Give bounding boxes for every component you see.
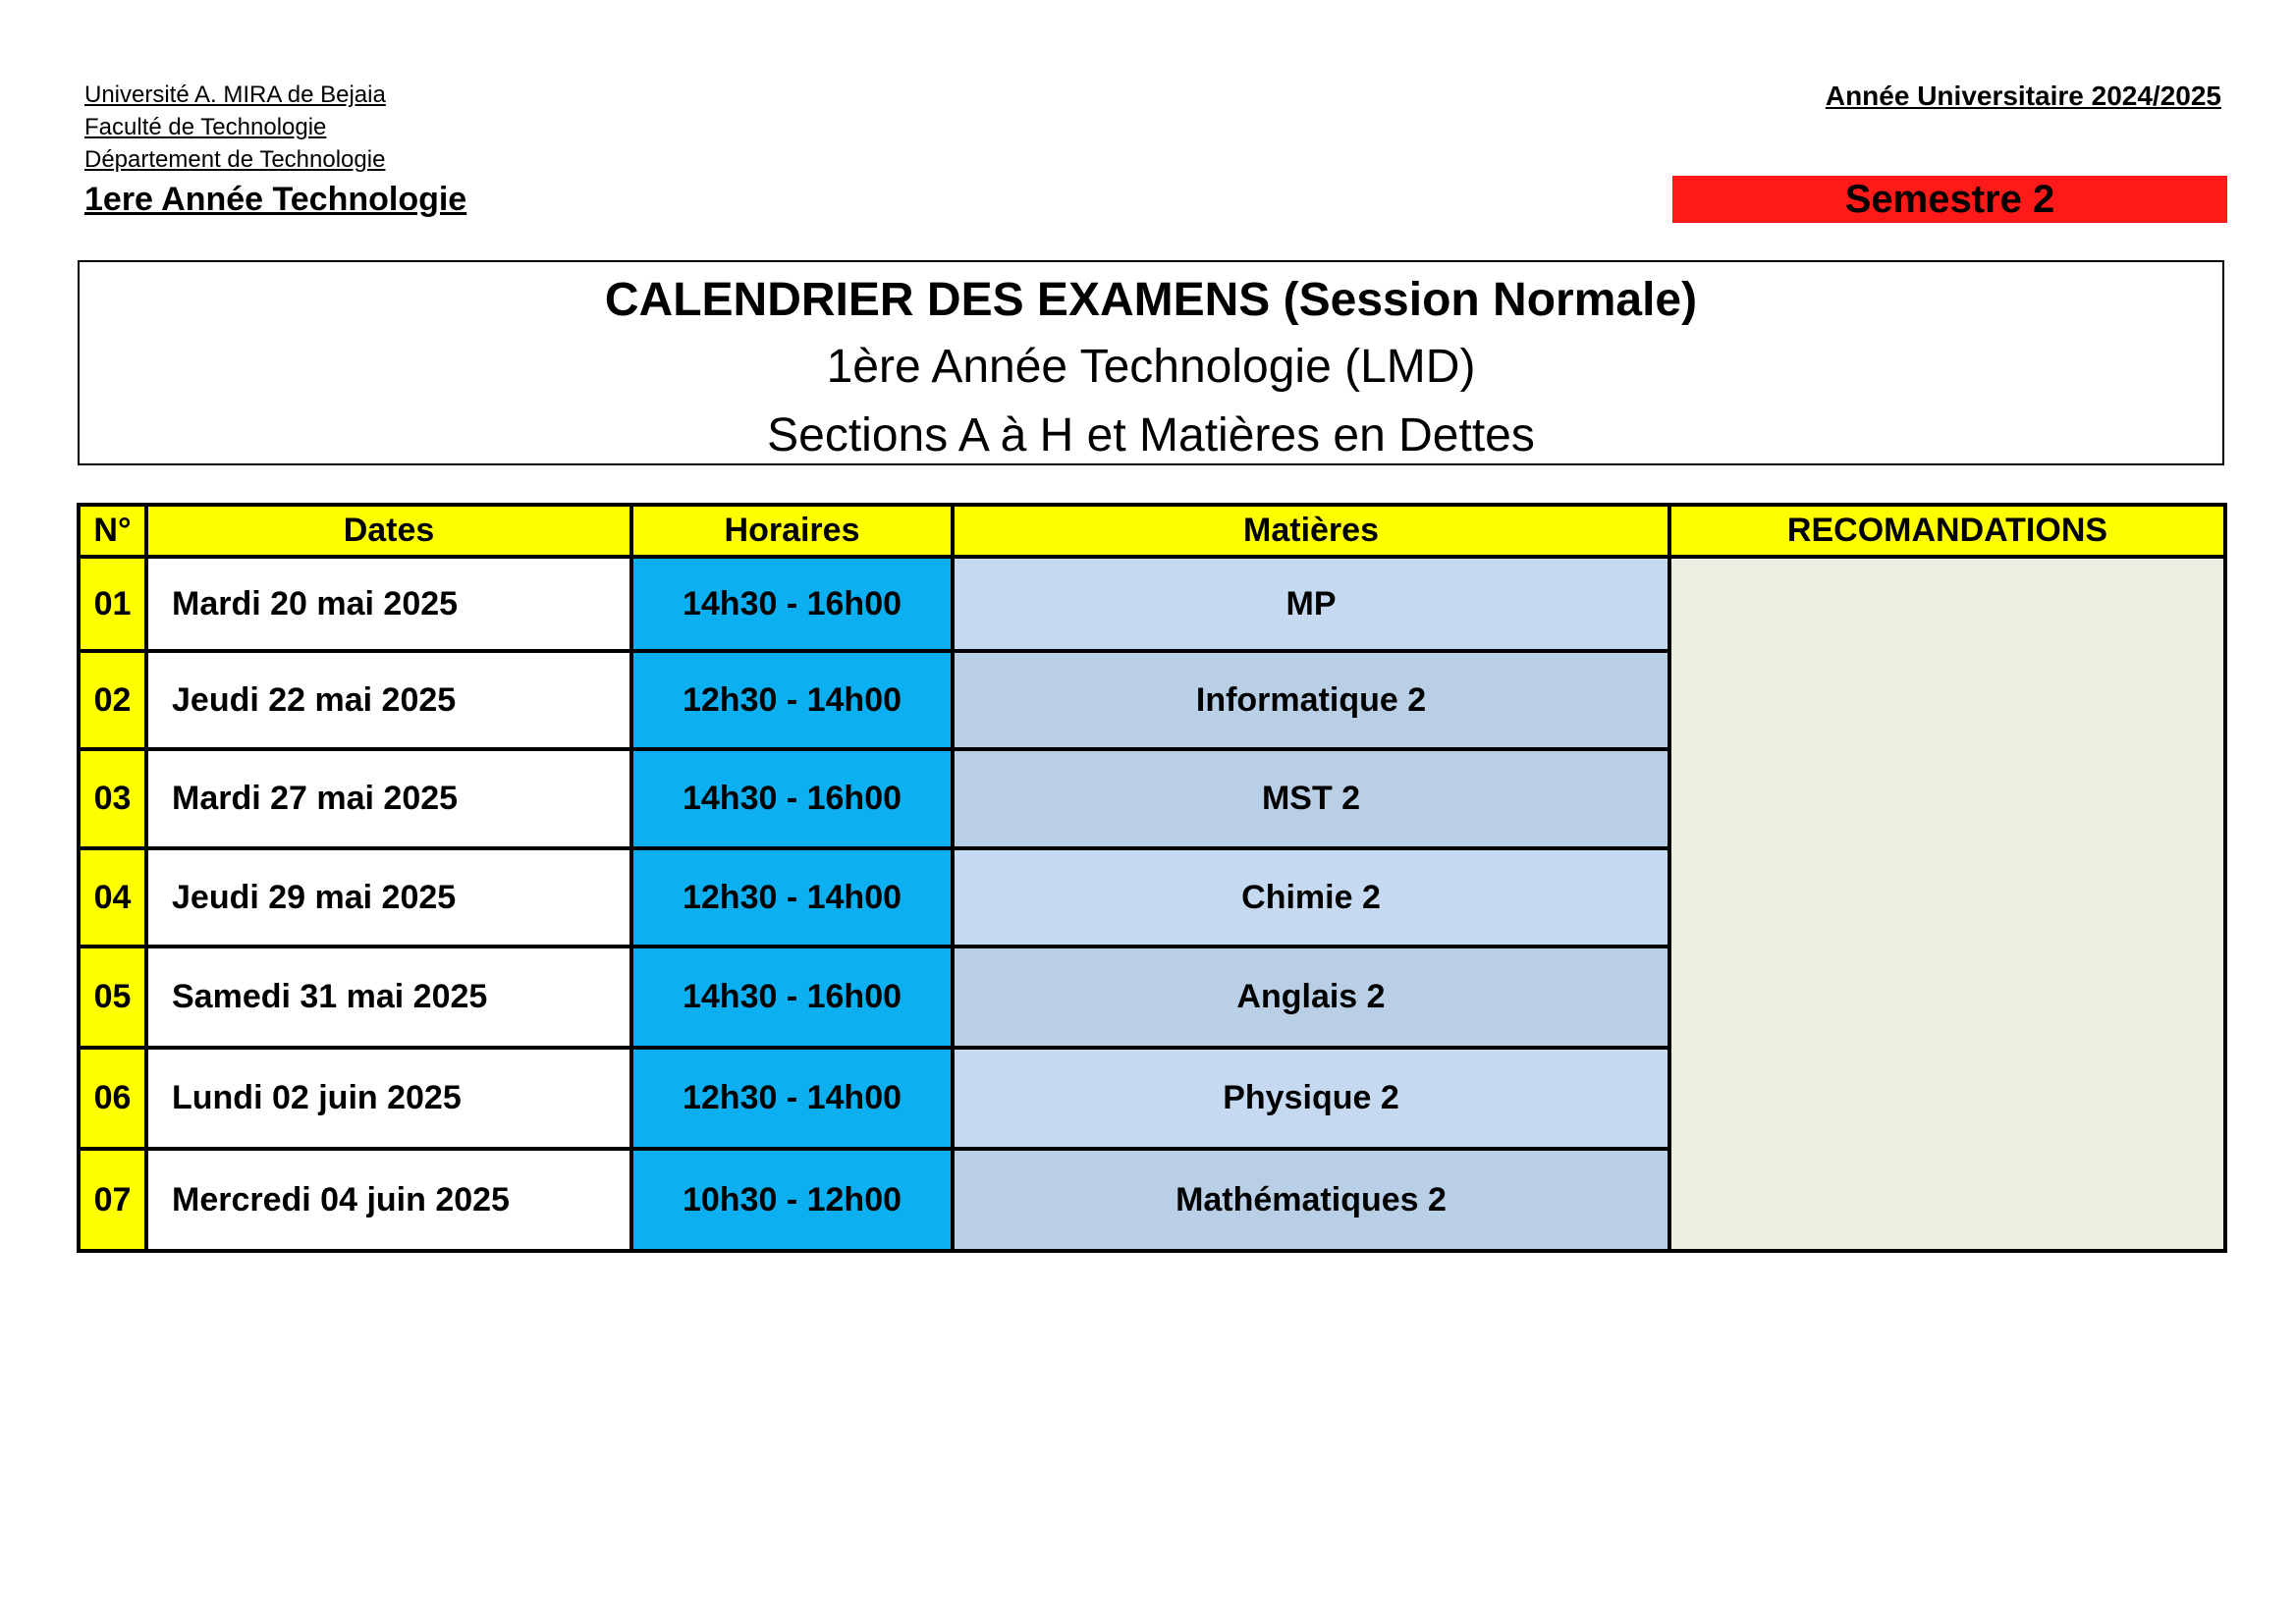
university-name: Université A. MIRA de Bejaia xyxy=(84,81,386,108)
exam-subject: Chimie 2 xyxy=(953,848,1669,947)
title-box xyxy=(78,260,2224,465)
row-number: 02 xyxy=(79,651,146,749)
header-recommandations: RECOMANDATIONS xyxy=(1669,505,2225,557)
exam-date: Lundi 02 juin 2025 xyxy=(146,1048,631,1149)
table-row xyxy=(79,557,2225,651)
exam-date: Jeudi 29 mai 2025 xyxy=(146,848,631,947)
academic-year: Année Universitaire 2024/2025 xyxy=(1825,81,2221,111)
row-number: 03 xyxy=(79,749,146,848)
exam-date: Mercredi 04 juin 2025 xyxy=(146,1149,631,1251)
header-horaires: Horaires xyxy=(631,505,953,557)
exam-schedule-table xyxy=(77,503,2227,1253)
exam-date: Jeudi 22 mai 2025 xyxy=(146,651,631,749)
exam-time: 12h30 - 14h00 xyxy=(631,1048,953,1149)
exam-time: 12h30 - 14h00 xyxy=(631,848,953,947)
recommendations-cell xyxy=(1669,557,2225,1251)
row-number: 07 xyxy=(79,1149,146,1251)
exam-subject: Informatique 2 xyxy=(953,651,1669,749)
institution-block xyxy=(84,79,466,219)
exam-subject: MP xyxy=(953,557,1669,651)
program-subtitle: 1ère Année Technologie (LMD) xyxy=(826,341,1476,393)
row-number: 05 xyxy=(79,947,146,1048)
semester-badge: Semestre 2 xyxy=(1672,176,2227,223)
exam-subject: Anglais 2 xyxy=(953,947,1669,1048)
exam-date: Mardi 20 mai 2025 xyxy=(146,557,631,651)
exam-time: 10h30 - 12h00 xyxy=(631,1149,953,1251)
row-number: 01 xyxy=(79,557,146,651)
table-header-row xyxy=(79,505,2225,557)
level-title: 1ere Année Technologie xyxy=(84,181,467,218)
exam-date: Mardi 27 mai 2025 xyxy=(146,749,631,848)
exam-time: 12h30 - 14h00 xyxy=(631,651,953,749)
calendar-title: CALENDRIER DES EXAMENS (Session Normale) xyxy=(604,274,1698,326)
exam-time: 14h30 - 16h00 xyxy=(631,947,953,1048)
header-number: N° xyxy=(79,505,146,557)
exam-subject: Mathématiques 2 xyxy=(953,1149,1669,1251)
department-name: Département de Technologie xyxy=(84,146,386,173)
header-matieres: Matières xyxy=(953,505,1669,557)
exam-time: 14h30 - 16h00 xyxy=(631,557,953,651)
exam-date: Samedi 31 mai 2025 xyxy=(146,947,631,1048)
exam-subject: Physique 2 xyxy=(953,1048,1669,1149)
exam-time: 14h30 - 16h00 xyxy=(631,749,953,848)
row-number: 06 xyxy=(79,1048,146,1149)
row-number: 04 xyxy=(79,848,146,947)
sections-subtitle: Sections A à H et Matières en Dettes xyxy=(767,409,1535,461)
faculty-name: Faculté de Technologie xyxy=(84,114,327,140)
header-dates: Dates xyxy=(146,505,631,557)
exam-subject: MST 2 xyxy=(953,749,1669,848)
